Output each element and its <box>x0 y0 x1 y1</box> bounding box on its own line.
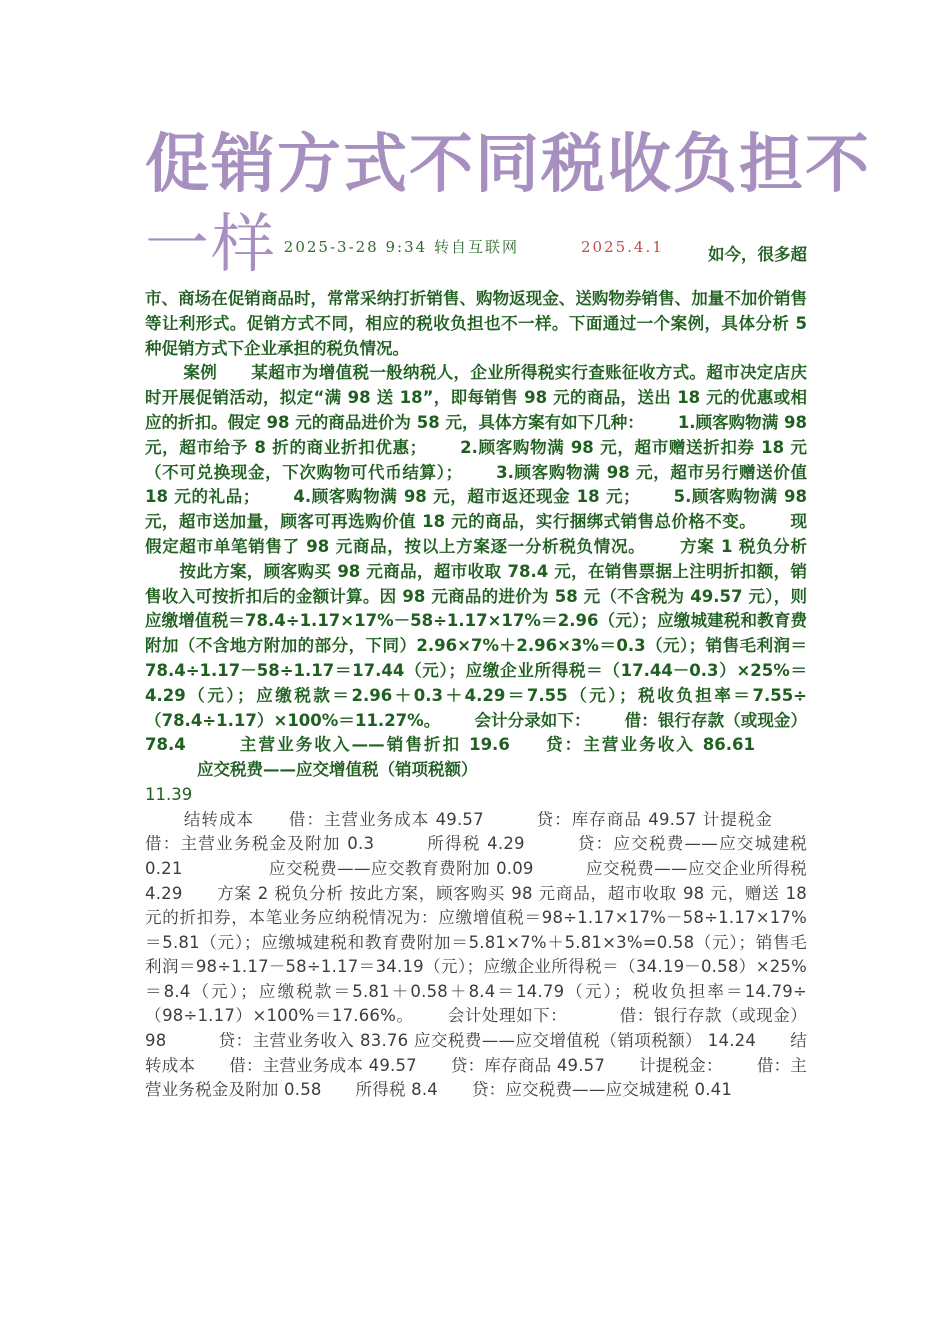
cost-credit-1: 贷：库存商品 49.57 <box>535 809 697 829</box>
income-tax-1: 所得税 4.29 <box>426 834 525 854</box>
entries-1-label: 会计分录如下： <box>474 710 591 730</box>
tax-label-2: 计提税金： <box>639 1055 723 1075</box>
option-1: 1.顾客购物满 98 元，超市给予 8 折的商业折扣优惠； <box>145 412 807 457</box>
tax-credit-2: 贷：应交税费——应交城建税 0.41 <box>471 1080 733 1100</box>
entry-2-credit-2: 应交税费——应交增值税（销项税额） 14.24 <box>414 1031 757 1051</box>
paragraph-assume: 现假定超市单笔销售了 98 元商品，按以上方案逐一分析税负情况。 <box>145 512 808 556</box>
paragraph-1: 市、商场在促销商品时，常常采纳打折销售、购物返现金、送购物券销售、加量不加价销售等让利形式。促销方式不同，相应的税收负担也不一样。下面通过一个案例，具体分析 5 种促销方式下企业承担的税负情况。 <box>145 289 807 358</box>
option-2: 2.顾客购物满 98 元，超市赠送折扣券 18 元（不可兑换现金，下次购物可代币结算）； <box>145 437 807 482</box>
entry-1-debit: 借：银行存款（或现金） 78.4 <box>145 710 808 755</box>
income-tax-2: 所得税 8.4 <box>355 1080 438 1100</box>
analysis-bold-text <box>145 287 807 808</box>
entry-2-debit: 借：银行存款（或现金） 98 <box>145 1006 807 1051</box>
entry-1-credit-2-amount: 11.39 <box>145 784 193 804</box>
meta-date: 2025.4.1 <box>580 238 664 256</box>
option-5: 5.顾客购物满 98 元，超市送加量，顾客可再选购价值 18 元的商品，实行捆绑式销售总价格不变。 <box>145 487 807 532</box>
meta-source: 转自互联网 <box>433 238 519 256</box>
analysis-regular-text <box>145 808 807 1103</box>
option-4: 4.顾客购物满 98 元，超市返还现金 18 元； <box>293 487 640 507</box>
tax-label-1: 计提税金 <box>702 809 773 829</box>
cost-label-2: 结转成本 <box>145 1031 807 1075</box>
article-meta <box>277 238 694 256</box>
plan-2-analysis: 按此方案，顾客购买 98 元商品，超市收取 98 元，赠送 18 元的折扣券，本笔业务应纳税情况为：应缴增值税＝98÷1.17×17%－58÷1.17×17%＝5.81（元）；应缴城建税和教育费附加＝5.81×7%＋5.81×3%=0.58（元）；销售毛利润＝98÷1.17－58÷1.17＝34.19（元）；应缴企业所得税＝（34.19－0.58）×25%＝8.4（元）；应缴税款＝5.81＋0.58＋8.4＝14.79（元）；税收负担率＝14.79÷（98÷1.17）×100%＝17.66%。 <box>145 883 807 1026</box>
plan-1-analysis: 按此方案，顾客购买 98 元商品，超市收取 78.4 元，在销售票据上注明折扣额，销售收入可按折扣后的金额计算。因 98 元商品的进价为 58 元（不含税为 49.57 元），则应缴增值税＝78.4÷1.17×17%－58÷1.17×17%＝2.96（元）；应缴城建税和教育费附加（不含地方附加的部分，下同）2.96×7%＋2.96×3%＝0.3（元）；销售毛利润＝78.4÷1.17－58÷1.17＝17.44（元）；应缴企业所得税＝（17.44－0.3）×25%＝4.29（元）；应缴税款＝2.96＋0.3＋4.29＝7.55（元）；税收负担率＝7.55÷（78.4÷1.17）×100%＝11.27%。 <box>145 561 807 730</box>
title-line-2-text: 一样 <box>145 208 277 282</box>
entries-2-label: 会计处理如下： <box>447 1006 568 1026</box>
article <box>145 125 871 1103</box>
tax-credit-1: 贷：应交税费——应交城建税 0.21 <box>145 834 807 878</box>
plan-2-label: 方案 2 税负分析 <box>216 883 344 903</box>
entry-1-credit-2: 应交税费——应交增值税（销项税额） <box>197 760 478 780</box>
meta-time: 2025-3-28 9:34 <box>283 238 428 256</box>
cost-debit-2: 借：主营业务成本 49.57 <box>229 1055 417 1075</box>
paragraph-case: 某超市为增值税一般纳税人，企业所得税实行查账征收方式。超市决定店庆时开展促销活动，拟定“满 98 送 18”，即每销售 98 元的商品，送出 18 元的优惠或相应的折扣。假定 98 元的商品进价为 58 元，具体方案有如下几种： <box>145 363 808 432</box>
tax-credit-1b: 应交税费——应交教育费附加 0.09 <box>268 858 534 878</box>
tax-credit-1c: 应交税费——应交企业所得税 4.29 <box>145 858 807 903</box>
entry-1-credit: 贷：主营业务收入 86.61 <box>543 735 755 755</box>
cost-credit-2: 贷：库存商品 49.57 <box>450 1055 606 1075</box>
case-label: 案例 <box>183 363 218 383</box>
tax-debit-1: 借：主营业务税金及附加 0.3 <box>145 834 375 854</box>
intro-start-text: 如今，很多超 <box>708 245 807 264</box>
entry-1-debit-2: 主营业务收入——销售折扣 19.6 <box>237 735 510 755</box>
tax-debit-2: 借：主营业务税金及附加 0.58 <box>145 1055 808 1100</box>
plan-1-label: 方案 1 税负分析 <box>679 536 807 556</box>
cost-label-1: 结转成本 <box>183 809 255 829</box>
option-3: 3.顾客购物满 98 元，超市另行赠送价值 18 元的礼品； <box>145 462 808 507</box>
title-line-1: 促销方式不同税收负担不 <box>145 127 871 202</box>
entry-2-credit: 贷：主营业务收入 83.76 <box>218 1031 409 1051</box>
cost-debit-1: 借：主营业务成本 49.57 <box>288 809 484 829</box>
